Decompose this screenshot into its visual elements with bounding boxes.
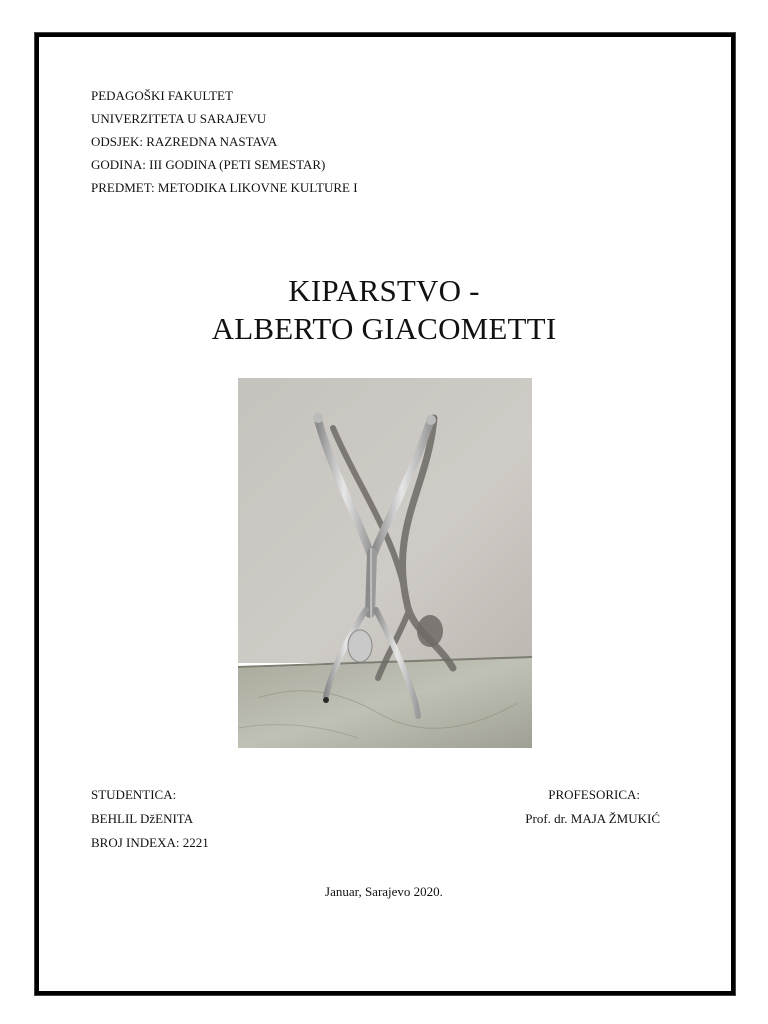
student-info (91, 783, 209, 855)
professor-label: PROFESORICA: (548, 787, 640, 802)
place-date: Januar, Sarajevo 2020. (325, 884, 443, 899)
title-line-2: ALBERTO GIACOMETTI (211, 311, 557, 346)
institution-header (91, 84, 358, 199)
department-line: ODSJEK: RAZREDNA NASTAVA (91, 134, 278, 149)
student-label: STUDENTICA: (91, 787, 177, 802)
student-index: BROJ INDEXA: 2221 (91, 835, 209, 850)
sculpture-photo (238, 378, 532, 748)
faculty-line: PEDAGOŠKI FAKULTET (91, 88, 233, 103)
title-line-1: KIPARSTVO - (288, 273, 480, 308)
document-title (0, 272, 768, 348)
professor-info (525, 783, 660, 831)
professor-name: Prof. dr. MAJA ŽMUKIĆ (525, 811, 660, 826)
student-name: BEHLIL DžENITA (91, 811, 194, 826)
university-line: UNIVERZITETA U SARAJEVU (91, 111, 267, 126)
year-line: GODINA: III GODINA (PETI SEMESTAR) (91, 157, 326, 172)
subject-line: PREDMET: METODIKA LIKOVNE KULTURE I (91, 180, 358, 195)
